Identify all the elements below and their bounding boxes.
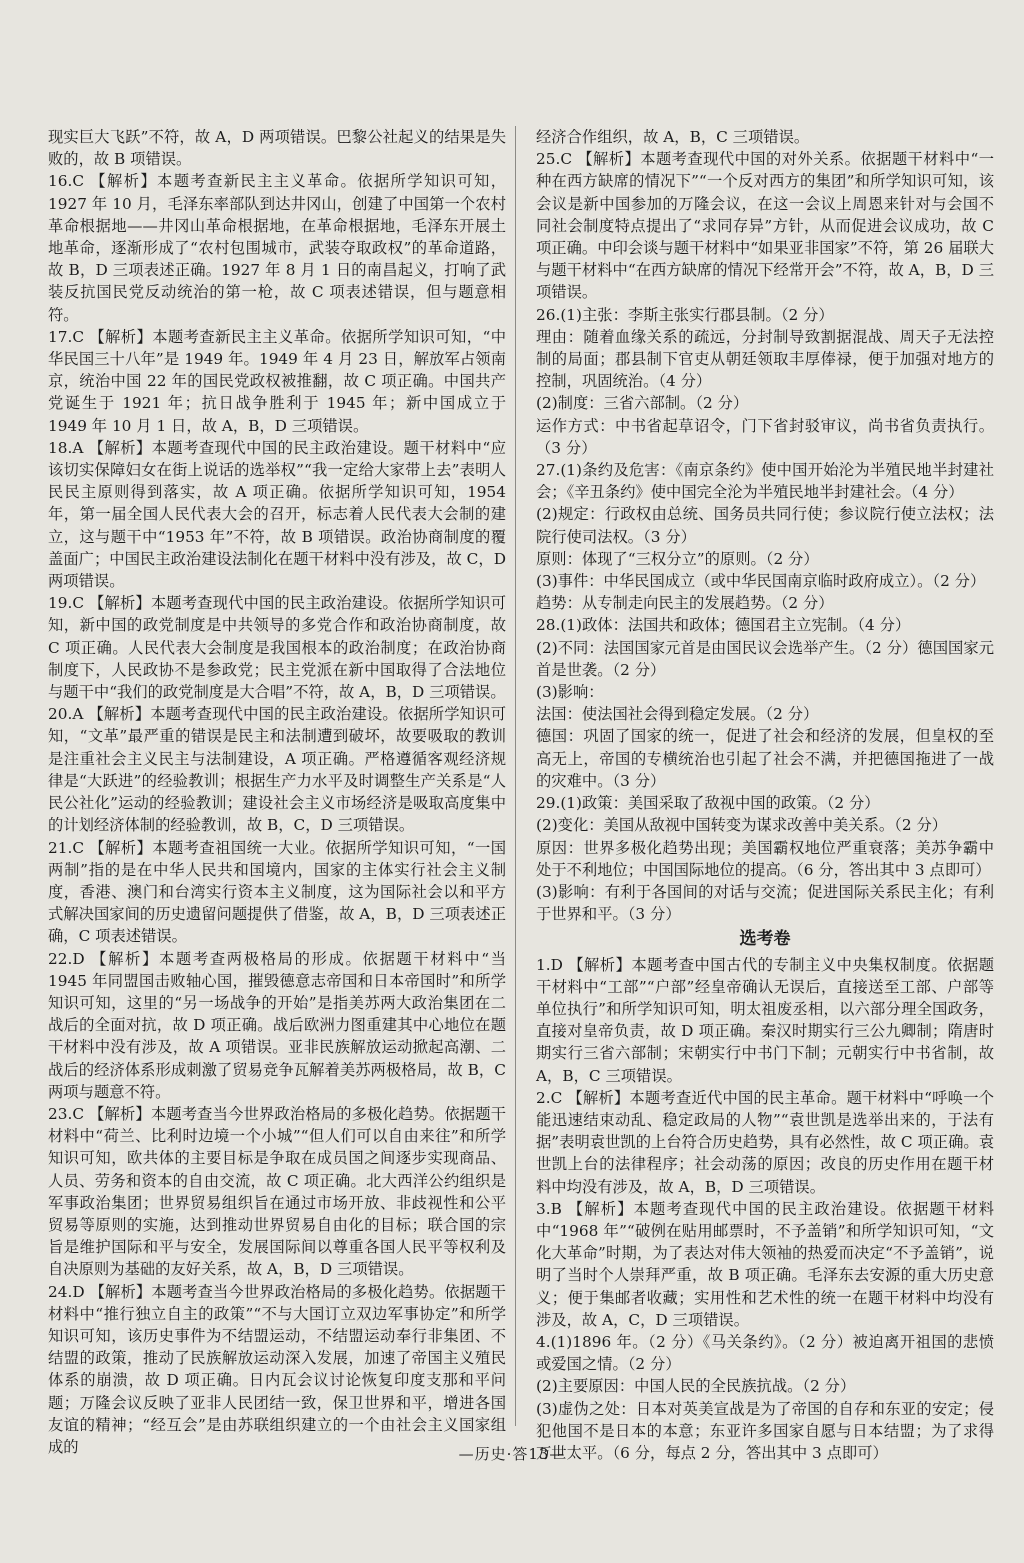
answer-entry: 17.C 【解析】本题考查新民主主义革命。依据所学知识可知，“中华民国三十八年”是 1949 年。1949 年 4 月 23 日，解放军占领南京，统治中国 22 年的国民党政权被推翻，故 C 项正确。中国共产党诞生于 1921 年；抗日战争胜利于 1945 年；新中国成立于 1949 年 10 月 1 日，故 A，B，D 三项错误。	[48, 327, 506, 435]
answer-entry: 27.(1)条约及危害：《南京条约》使中国开始沦为半殖民地半封建社会；《辛丑条约》使中国完全沦为半殖民地半封建社会。（4 分）	[536, 461, 994, 502]
answer-entry: 28.(1)政体：法国共和政体；德国君主立宪制。（4 分）	[536, 616, 911, 635]
answer-entry: 19.C 【解析】本题考查现代中国的民主政治建设。依据所学知识可知，新中国的政党制度是中共领导的多党合作和政治协商制度，故 C 项正确。人民代表大会制度是我国根本的政治制度；在政治协商制度下，人民政协不是参政党；民主党派在新中国取得了合法地位与题干中“我们的政党制度是大合唱”不符，故 A，B，D 三项错误。	[48, 594, 506, 702]
answer-entry: 29.(1)政策：美国采取了敌视中国的政策。（2 分）	[536, 794, 880, 813]
answer-entry: 2.C 【解析】本题考查近代中国的民主革命。题干材料中“呼唤一个能迅速结束动乱、稳定政局的人物”“袁世凯是选举出来的，于法有据”表明袁世凯的上台符合历史趋势，具有必然性，故 C 项正确。袁世凯上台的法律程序；社会动荡的原因；改良的历史作用在题干材料中均没有涉及，故 A，B，D 三项错误。	[536, 1088, 994, 1196]
answer-entry: (3)虚伪之处：日本对英美宣战是为了帝国的自存和东亚的安定；侵犯他国不是日本的本意；东亚许多国家自愿与日本结盟；为了求得万世太平。（6 分，每点 2 分，答出其中 3 点即可）	[536, 1399, 994, 1462]
answer-entry: 23.C 【解析】本题考查当今世界政治格局的多极化趋势。依据题干材料中“荷兰、比利时边境一个小城”“但人们可以自由来往”和所学知识可知，欧共体的主要目标是争取在成员国之间逐步实现商品、人员、劳务和资本的自由交流，故 C 项正确。北大西洋公约组织是军事政治集团；世界贸易组织旨在通过市场开放、非歧视性和公平贸易等原则的实施，达到推动世界贸易自由化的目标；联合国的宗旨是维护国际和平与安全，发展国际间以尊重各国人民平等权利及自决原则为基础的友好关系，故 A，B，D 三项错误。	[48, 1104, 506, 1279]
answer-entry: 3.B 【解析】本题考查现代中国的民主政治建设。依据题干材料中“1968 年”“破例在贴用邮票时，不予盖销”和所学知识可知，“文化大革命”时期，为了表达对伟大领袖的热爱而决定“不予盖销”，说明了当时个人崇拜严重，故 B 项正确。毛泽东去安源的重大历史意义；便于集邮者收藏；实用性和艺术性的统一在题干材料中均没有涉及，故 A，C，D 三项错误。	[536, 1199, 994, 1329]
right-column	[536, 126, 994, 1464]
answer-entry: (3)影响：	[536, 683, 604, 702]
answer-entry: 25.C 【解析】本题考查现代中国的对外关系。依据题干材料中“一种在西方缺席的情况下”“一个反对西方的集团”和所学知识可知，该会议是新中国参加的万隆会议，在这一会议上周恩来针对与会国不同社会制度特点提出了“求同存异”方针，从而促进会议成功，故 C 项正确。中印会谈与题干材料中“如果亚非国家”不符，第 26 届联大与题干材料中“在西方缺席的情况下经常开会”不符，故 A，B，D 三项错误。	[536, 150, 994, 302]
answer-entry: 20.A 【解析】本题考查现代中国的民主政治建设。依据所学知识可知，“文革”最严重的错误是民主和法制遭到破坏，故要吸取的教训是注重社会主义民主与法制建设，A 项正确。严格遵循客观经济规律是“大跃进”的经验教训；根据生产力水平及时调整生产关系是“人民公社化”运动的经验教训；建设社会主义市场经济是吸取高度集中的计划经济体制的经验教训，故 B，C，D 三项错误。	[48, 705, 506, 835]
answer-entry: 16.C 【解析】本题考查新民主主义革命。依据所学知识可知，1927 年 10 月，毛泽东率部队到达井冈山，创建了中国第一个农村革命根据地——井冈山革命根据地，在革命根据地，毛泽东开展土地革命，逐渐形成了“农村包围城市，武装夺取政权”的革命道路，故 B，D 三项表述正确。1927 年 8 月 1 日的南昌起义，打响了武装反抗国民党反动统治的第一枪，故 C 项表述错误，但与题意相符。	[48, 172, 506, 324]
page-footer: —历史·答13—	[458, 1445, 566, 1463]
answer-entry: 现实巨大飞跃”不符，故 A，D 两项错误。巴黎公社起义的结果是失败的，故 B 项错误。	[48, 128, 506, 169]
answer-entry: 趋势：从专制走向民主的发展趋势。（2 分）	[536, 594, 834, 613]
answer-entry: 运作方式：中书省起草诏令，门下省封驳审议，尚书省负责执行。（3 分）	[536, 416, 994, 457]
answer-entry: (2)变化：美国从敌视中国转变为谋求改善中美关系。（2 分）	[536, 816, 948, 835]
answer-entry: (3)影响：有利于各国间的对话与交流；促进国际关系民主化；有利于世界和平。（3 分）	[536, 882, 994, 924]
answer-entry: 26.(1)主张：李斯主张实行郡县制。（2 分）	[536, 305, 834, 324]
answer-entry: 18.A 【解析】本题考查现代中国的民主政治建设。题干材料中“应该切实保障妇女在街上说话的选举权”“我一定给大家带上去”表明人民民主原则得到落实，故 A 项正确。依据所学知识可知，1954 年，第一届全国人民代表大会的召开，标志着人民代表大会制的建立，这与题干中“1953 年”不符，故 B 项错误。政治协商制度的覆盖面广；中国民主政治建设法制化在题干材料中没有涉及，故 C，D 两项错误。	[48, 438, 506, 591]
answer-entry: 原则：体现了“三权分立”的原则。（2 分）	[536, 549, 819, 568]
answer-entry: 1.D 【解析】本题考查中国古代的专制主义中央集权制度。依据题干材料中“工部”“户部”经皇帝确认无误后，直接送至工部、户部等单位执行”和所学知识可知，明太祖废丞相，以六部分理全国政务，直接对皇帝负责，故 D 项正确。秦汉时期实行三公九卿制；隋唐时期实行三省六部制；宋朝实行中书门下制；元朝实行中书省制，故 A，B，C 三项错误。	[536, 955, 994, 1085]
answer-entry: 理由：随着血缘关系的疏远，分封制导致割据混战、周天子无法控制的局面；郡县制下官吏从朝廷领取丰厚俸禄，便于加强对地方的控制，巩固统治。（4 分）	[536, 327, 994, 391]
column-divider	[515, 126, 516, 1426]
answer-entry: 经济合作组织，故 A，B，C 三项错误。	[536, 128, 810, 146]
answer-entry: 法国：使法国社会得到稳定发展。（2 分）	[536, 705, 819, 724]
answer-entry: (2)规定：行政权由总统、国务员共同行使；参议院行使立法权；法院行使司法权。（3 分）	[536, 505, 994, 546]
answer-entry: 德国：巩固了国家的统一，促进了社会和经济的发展，但皇权的至高无上，帝国的专横统治也引起了社会不满，并把德国拖进了一战的灾难中。（3 分）	[536, 727, 994, 790]
answer-entry: (3)事件：中华民国成立（或中华民国南京临时政府成立）。（2 分）	[536, 572, 986, 591]
answer-entry: (2)主要原因：中国人民的全民族抗战。（2 分）	[536, 1377, 856, 1396]
answer-entry: (2)不同：法国国家元首是由国民议会选举产生。（2 分）德国国家元首是世袭。（2 分）	[536, 638, 994, 679]
answer-entry: (2)制度：三省六部制。（2 分）	[536, 394, 749, 413]
answer-entry: 原因：世界多极化趋势出现；美国霸权地位严重衰落；美苏争霸中处于不利地位；中国国际地位的提高。（6 分，答出其中 3 点即可）	[536, 838, 994, 879]
answer-entry: 24.D 【解析】本题考查当今世界政治格局的多极化趋势。依据题干材料中“推行独立自主的政策”“不与大国订立双边军事协定”和所学知识可知，该历史事件为不结盟运动，不结盟运动奉行非集团、不结盟的政策，推动了民族解放运动深入发展，加速了帝国主义殖民体系的崩溃，故 D 项正确。日内瓦会议讨论恢复印度支那和平问题；万隆会议反映了亚非人民团结一致，保卫世界和平，增进各国友谊的精神；“经互会”是由苏联组织建立的一个由社会主义国家组成的	[48, 1282, 506, 1456]
answer-entry: 22.D 【解析】本题考查两极格局的形成。依据题干材料中“当 1945 年同盟国击败轴心国，摧毁德意志帝国和日本帝国时”和所学知识可知，这里的“另一场战争的开始”是指美苏两大政治集团在二战后的全面对抗，故 D 项正确。战后欧洲力图重建其中心地位在题干材料中没有涉及，故 A 项错误。亚非民族解放运动掀起高潮、二战后的经济体系形成刺激了贸易竞争瓦解着美苏两极格局，故 B，C 两项与题意不符。	[48, 949, 506, 1101]
answer-entry: 4.(1)1896 年。（2 分）《马关条约》。（2 分）被迫离开祖国的悲愤或爱国之情。（2 分）	[536, 1332, 994, 1374]
answer-entry: 21.C 【解析】本题考查祖国统一大业。依据所学知识可知，“一国两制”指的是在中华人民共和国境内，国家的主体实行社会主义制度，香港、澳门和台湾实行资本主义制度，这为国际社会以和平方式解决国家间的历史遗留问题提供了借鉴，故 A，B，D 三项表述正确，C 项表述错误。	[48, 838, 506, 946]
left-column	[48, 126, 506, 1458]
section-title: 选考卷	[739, 929, 791, 950]
